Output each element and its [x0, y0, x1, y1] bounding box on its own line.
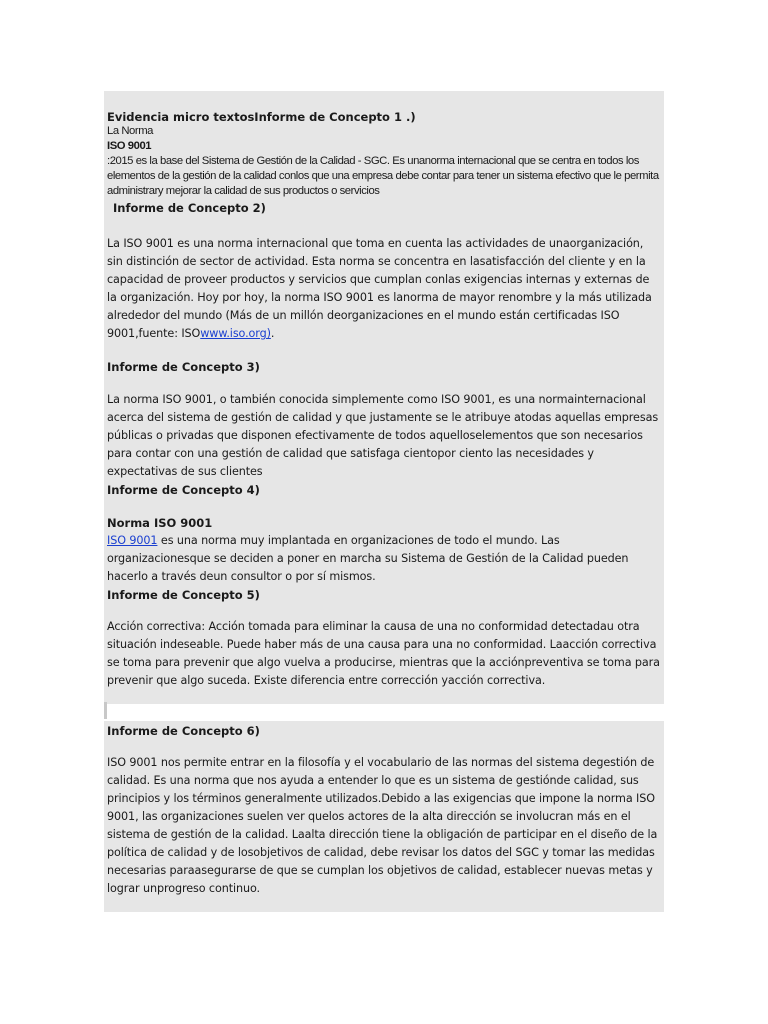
section6-heading: Informe de Concepto 6) [107, 724, 260, 738]
section2-after-link: . [270, 327, 275, 340]
section2-heading: Informe de Concepto 2) [113, 201, 266, 215]
iso-9001-link[interactable]: ISO 9001 [107, 534, 158, 547]
section1-line2: ISO 9001 [107, 140, 152, 152]
section3-heading: Informe de Concepto 3) [107, 360, 260, 374]
section4-paragraph [107, 532, 660, 586]
section4-subheading: Norma ISO 9001 [107, 516, 213, 530]
section-divider [104, 702, 107, 719]
iso-org-link[interactable]: www.iso.org) [200, 327, 271, 340]
section4-text: es una norma muy implantada en organizaciones de todo el mundo. Las organizacionesque se deciden a poner en marcha su Sistema de Gestión de la Calidad pueden hacerlo a través deun consultor o por sí mismos. [107, 534, 629, 583]
section2-paragraph [107, 235, 660, 343]
section5-paragraph: Acción correctiva: Acción tomada para eliminar la causa de una no conformidad detectadau otra situación indeseable. Puede haber más de una causa para una no conformidad. Laacción correctiva se toma para prevenir que algo vuelva a producirse, mientras que la acciónpreventiva se toma para prevenir que algo suceda. Existe diferencia entre corrección yacción correctiva. [107, 620, 660, 687]
section1-line1: La Norma [107, 125, 154, 137]
document-panel-1 [104, 91, 664, 704]
section4-heading: Informe de Concepto 4) [107, 483, 260, 497]
section1-block [107, 124, 660, 199]
document-panel-2 [104, 721, 664, 912]
section6-paragraph: ISO 9001 nos permite entrar en la filosofía y el vocabulario de las normas del sistema degestión de calidad. Es una norma que nos ayuda a entender lo que es un sistema de gestiónde calidad, sus principios y los términos generalmente utilizados.Debido a las exigencias que impone la norma ISO 9001, las organizaciones suelen ver quelos actores de la alta dirección se involucran más en el sistema de gestión de la calidad. Laalta dirección tiene la obligación de participar en el diseño de la política de calidad y de losobjetivos de calidad, debe revisar los datos del SGC y tomar las medidas necesarias paraasegurarse de que se cumplan los objetivos de calidad, establecer nuevas metas y lograr unprogreso continuo. [107, 756, 658, 895]
section5-heading: Informe de Concepto 5) [107, 588, 260, 602]
section2-text: La ISO 9001 es una norma internacional que toma en cuenta las actividades de unaorganización, sin distinción de sector de actividad. Esta norma se concentra en lasatisfacción del cliente y en la capacidad de proveer productos y servicios que cumplan conlas exigencias internas y externas de la organización. Hoy por hoy, la norma ISO 9001 es lanorma de mayor renombre y la más utilizada alrededor del mundo (Más de un millón deorganizaciones en el mundo están certificadas ISO 9001,fuente: ISO [107, 237, 652, 340]
section3-paragraph: La norma ISO 9001, o también conocida simplemente como ISO 9001, es una normainternacional acerca del sistema de gestión de calidad y que justamente se le atribuye atodas aquellas empresas públicas o privadas que disponen efectivamente de todos aquelloselementos que son necesarios para contar con una gestión de calidad que satisfaga cientopor ciento las necesidades y expectativas de sus clientes [107, 393, 659, 478]
section1-paragraph: :2015 es la base del Sistema de Gestión de la Calidad - SGC. Es unanorma internacional que se centra en todos los elementos de la gestión de la calidad conlos que una empresa debe contar para tener un sistema efectivo que le permita administrary mejorar la calidad de sus productos o servicios [107, 155, 659, 197]
section1-heading: Evidencia micro textosInforme de Concepto 1 .) [107, 110, 416, 124]
